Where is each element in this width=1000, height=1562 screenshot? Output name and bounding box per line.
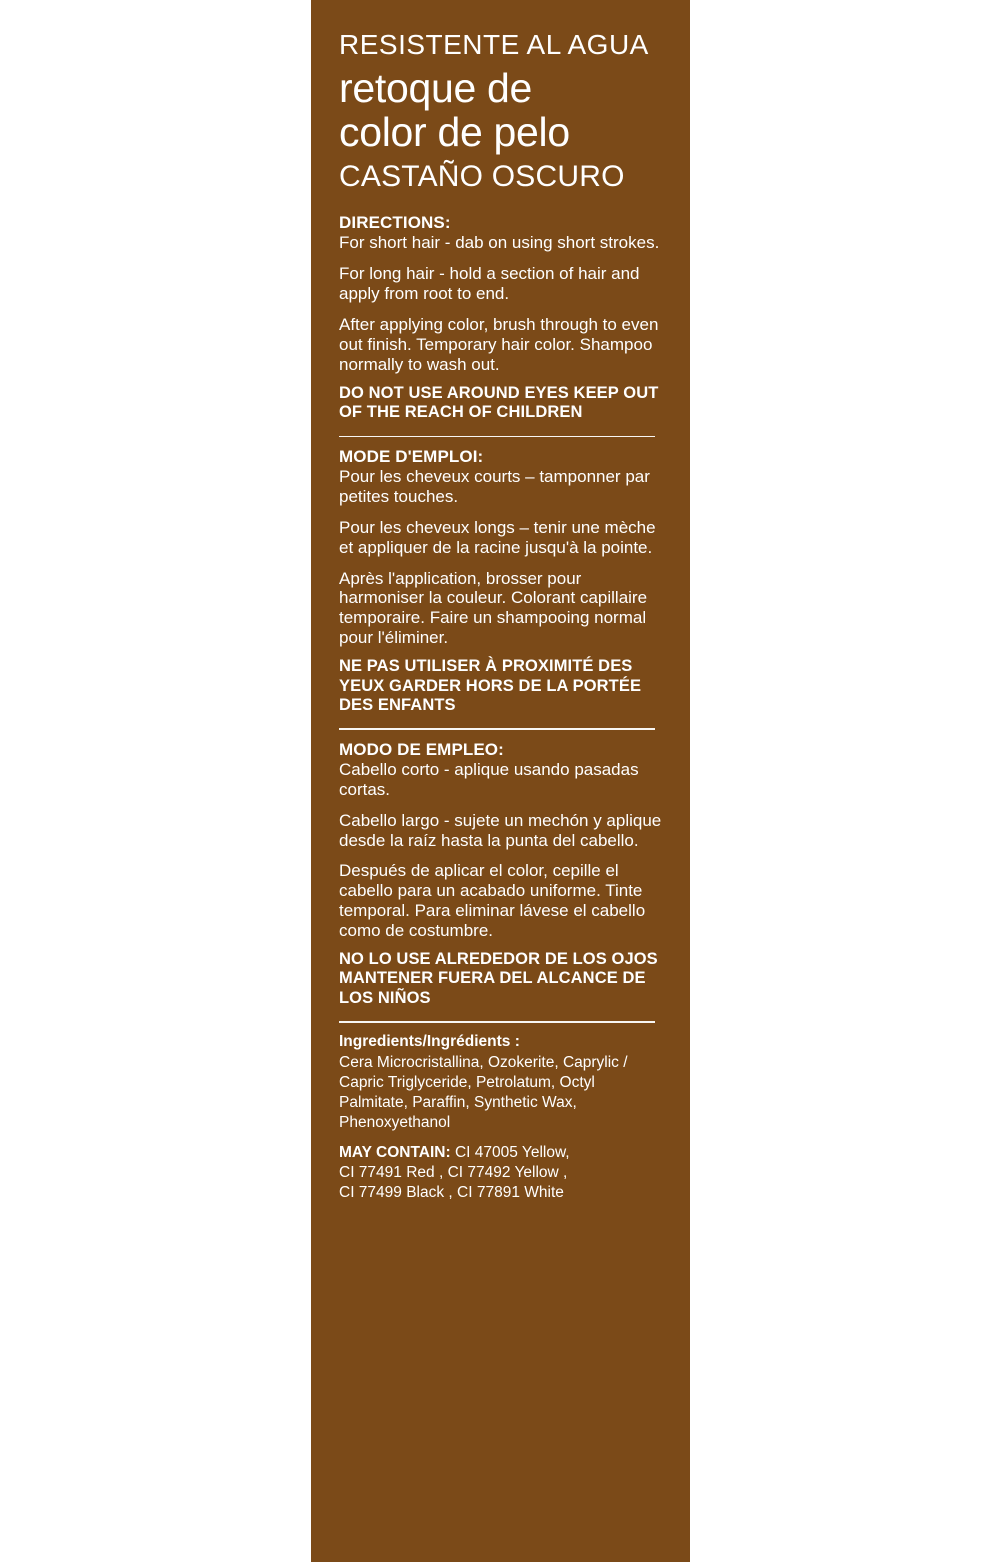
may-contain-block [339, 1143, 662, 1202]
section-heading: MODO DE EMPLEO: [339, 739, 504, 759]
may-contain-line-2: CI 77491 Red , CI 77492 Yellow , [339, 1163, 568, 1181]
section-paragraph: Cabello largo - sujete un mechón y aplique desde la raíz hasta la punta del cabello. [339, 810, 662, 850]
section-paragraph: For long hair - hold a section of hair and apply from root to end. [339, 264, 640, 304]
waterproof-claim: RESISTENTE AL AGUA [339, 29, 649, 60]
section-paragraph: For short hair - dab on using short strokes. [339, 233, 660, 253]
section-ingredients [339, 1033, 662, 1202]
section-heading: MODE D'EMPLOI: [339, 447, 484, 467]
section-paragraph: Après l'application, brosser pour harmoniser la couleur. Colorant capillaire temporaire. Faire un shampooing normal pour l'éliminer. [339, 568, 648, 648]
shade-name: CASTAÑO OSCURO [339, 160, 625, 194]
section-paragraph: After applying color, brush through to even out finish. Temporary hair color. Shampoo normally to wash out. [339, 314, 659, 374]
section-directions-fr [339, 447, 662, 715]
product-title [339, 67, 662, 154]
may-contain-line-3: CI 77499 Black , CI 77891 White [339, 1183, 564, 1201]
section-directions-es [339, 740, 662, 1008]
ingredients-heading: Ingredients/Ingrédients : [339, 1032, 520, 1050]
section-paragraph: Cabello corto - aplique usando pasadas cortas. [339, 759, 639, 799]
section-warning: DO NOT USE AROUND EYES KEEP OUT OF THE REACH OF CHILDREN [339, 383, 659, 422]
section-heading: DIRECTIONS: [339, 213, 451, 233]
may-contain-label: MAY CONTAIN: [339, 1144, 451, 1162]
section-paragraph: Pour les cheveux longs – tenir une mèche et appliquer de la racine jusqu'à la pointe. [339, 517, 656, 557]
product-title-line-1: retoque de [339, 65, 533, 112]
section-paragraph: Pour les cheveux courts – tamponner par petites touches. [339, 467, 650, 506]
may-contain-line-1: CI 47005 Yellow, [454, 1144, 570, 1162]
section-directions-en [339, 213, 662, 422]
hero-block [339, 0, 662, 193]
divider [339, 728, 655, 730]
ingredients-list: Cera Microcristallina, Ozokerite, Caprylic / Capric Triglyceride, Petrolatum, Octyl Palmitate, Paraffin, Synthetic Wax, Phenoxyethanol [339, 1054, 628, 1131]
label-content [339, 0, 662, 1202]
product-label-panel [311, 0, 690, 1562]
divider [339, 436, 655, 438]
section-paragraph: Después de aplicar el color, cepille el cabello para un acabado uniforme. Tinte temporal. Para eliminar lávese el cabello como de costumbre. [339, 861, 646, 941]
divider [339, 1021, 655, 1023]
product-title-line-2: color de pelo [339, 108, 570, 155]
section-warning: NE PAS UTILISER À PROXIMITÉ DES YEUX GARDER HORS DE LA PORTÉE DES ENFANTS [339, 657, 642, 714]
section-warning: NO LO USE ALREDEDOR DE LOS OJOS MANTENER FUERA DEL ALCANCE DE LOS NIÑOS [339, 949, 658, 1007]
